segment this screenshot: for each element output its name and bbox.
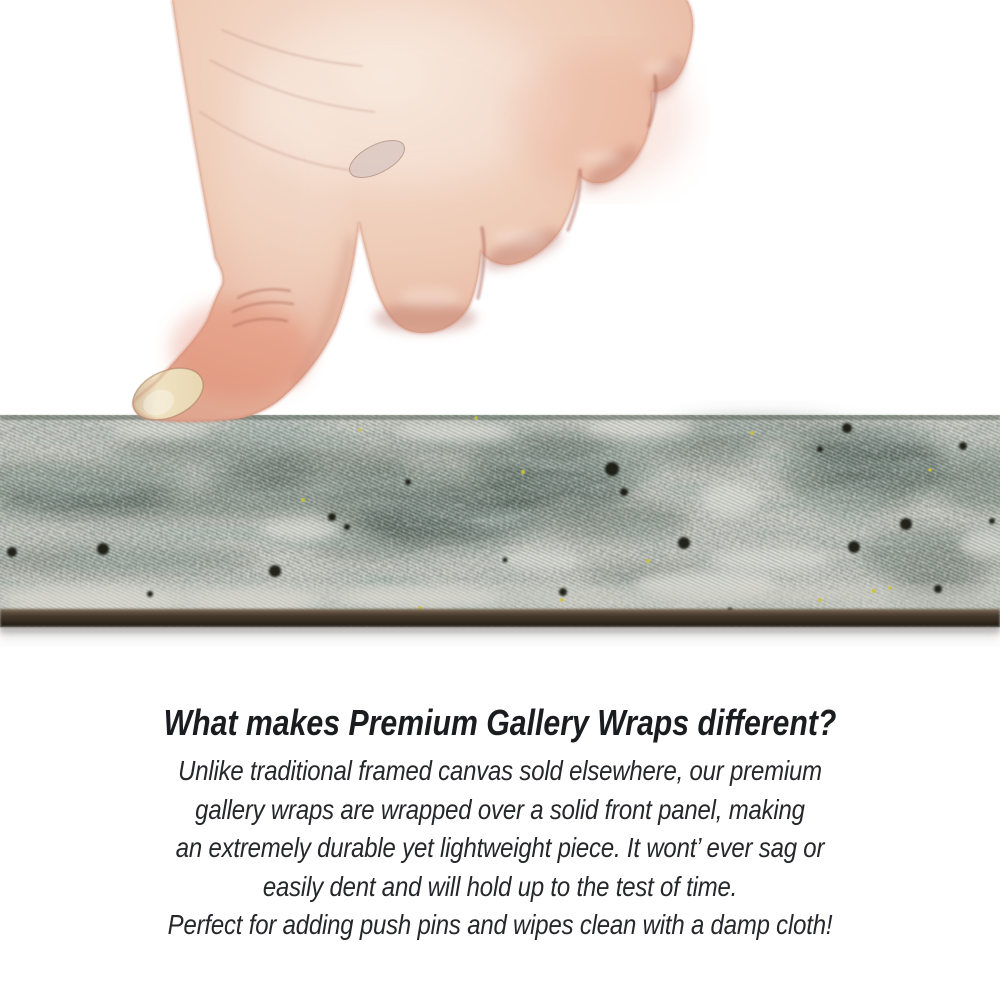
hand-photo [125, 0, 693, 430]
body-line: Perfect for adding push pins and wipes clean with a damp cloth! [167, 909, 833, 940]
canvas-strip-photo [0, 415, 1000, 645]
body-line: an extremely durable yet lightweight piece. It wont’ ever sag or [175, 832, 825, 863]
body-line: gallery wraps are wrapped over a solid front panel, making [195, 793, 805, 825]
body-line: Unlike traditional framed canvas sold elsewhere, our premium [178, 755, 822, 786]
body-copy [65, 752, 935, 945]
body-line: easily dent and will hold up to the test of time. [262, 870, 738, 902]
marketing-copy [0, 701, 1000, 945]
headline: What makes Premium Gallery Wraps different? [163, 702, 837, 743]
canvas-bottom-edge [0, 609, 1000, 627]
